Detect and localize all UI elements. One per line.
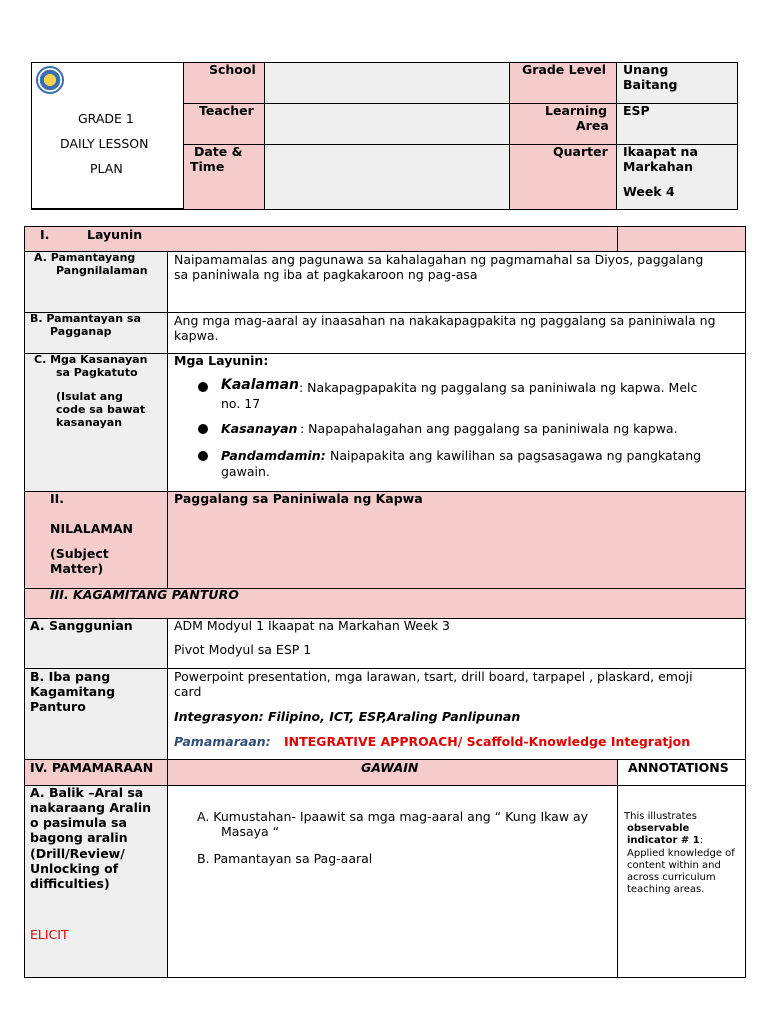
row-c-note-1: (Isulat ang bbox=[56, 390, 123, 403]
quarter-value-1: Ikaapat na bbox=[623, 144, 698, 159]
bullet-icon bbox=[198, 424, 208, 434]
section-2-label: NILALAMAN bbox=[50, 521, 133, 536]
method-value: INTEGRATIVE APPROACH/ Scaffold-Knowledge Integratjon bbox=[284, 734, 691, 749]
gawain-item-a-1: A. Kumustahan- Ipaawit sa mga mag-aaral ang “ Kung Ikaw ay bbox=[197, 809, 589, 824]
balik-aral-label-6: Unlocking of bbox=[30, 861, 119, 876]
annotation-line-7: teaching areas. bbox=[627, 884, 705, 895]
annotation-line-6: across curriculum bbox=[627, 872, 716, 883]
date-value-cell bbox=[265, 145, 510, 209]
section-2-number: II. bbox=[50, 491, 65, 506]
learning-label: Learning bbox=[545, 103, 608, 118]
annotation-line-1: This illustrates bbox=[624, 811, 697, 822]
time-label: Time bbox=[190, 159, 225, 174]
obj3-text-1: Naipapakita ang kawilihan sa pagsasagawa ng pangkatang bbox=[330, 448, 702, 463]
obj2-text: : Napapahalagahan ang paggalang sa paniniwala ng kapwa. bbox=[300, 421, 678, 436]
row-b-label-2: Pagganap bbox=[50, 325, 112, 338]
deped-seal-icon bbox=[36, 66, 64, 94]
row-a-label-2: Pangnilalaman bbox=[56, 264, 148, 277]
quarter-label: Quarter bbox=[553, 144, 608, 159]
gawain-header: GAWAIN bbox=[361, 760, 419, 775]
teacher-value-cell bbox=[265, 104, 510, 145]
layunin-annotation-cell bbox=[617, 226, 746, 252]
section-3-title: III. KAGAMITANG PANTURO bbox=[50, 587, 239, 602]
row-c-note-3: kasanayan bbox=[56, 416, 123, 429]
annotation-line-5: content within and bbox=[627, 860, 721, 871]
sanggunian-label: A. Sanggunian bbox=[30, 618, 133, 633]
row-b-label-1: B. Pamantayan sa bbox=[30, 312, 141, 325]
area-label: Area bbox=[576, 118, 609, 133]
row-a-label-1: A. Pamantayang bbox=[34, 251, 136, 264]
title-line-3: PLAN bbox=[90, 161, 123, 176]
row-c-note-2: code sa bawat bbox=[56, 403, 146, 416]
method-label: Pamamaraan: bbox=[174, 734, 271, 749]
row-b-text-1: Ang mga mag-aaral ay inaasahan na nakakapagpakita ng paggalang sa paniniwala ng bbox=[174, 313, 716, 328]
title-line-1: GRADE 1 bbox=[78, 111, 134, 126]
obj3-text-2: gawain. bbox=[221, 464, 270, 479]
obj1-text-1: : Nakapagpapakita ng paggalang sa paniniwala ng kapwa. Melc bbox=[299, 380, 698, 395]
row-a-text-1: Naipamamalas ang pagunawa sa kahalagahan ng pagmamahal sa Diyos, paggalang bbox=[174, 252, 704, 267]
layunin-heading: Mga Layunin: bbox=[174, 353, 269, 368]
obj3-term: Pandamdamin: bbox=[221, 448, 326, 463]
annotation-line-3: indicator # 1: bbox=[627, 835, 704, 846]
row-a-text-2: sa paniniwala ng iba at pagkakaroon ng pag-asa bbox=[174, 267, 478, 282]
grade-level-label: Grade Level bbox=[522, 62, 606, 77]
elicit-label: ELICIT bbox=[30, 927, 69, 942]
section-2-sub-1: (Subject bbox=[50, 546, 109, 561]
sanggunian-text-2: Pivot Modyul sa ESP 1 bbox=[174, 642, 312, 657]
annotations-header: ANNOTATIONS bbox=[628, 760, 729, 775]
school-value-cell bbox=[265, 63, 510, 104]
integration-text: Integrasyon: Filipino, ICT, ESP,Araling Panlipunan bbox=[174, 709, 521, 724]
annotation-line-2: observable bbox=[627, 823, 690, 834]
balik-aral-label-2: nakaraang Aralin bbox=[30, 800, 152, 815]
iba-pang-label-3: Panturo bbox=[30, 699, 86, 714]
bullet-icon bbox=[198, 382, 208, 392]
obj2-term: Kasanayan bbox=[221, 421, 298, 436]
section-1-title: Layunin bbox=[87, 227, 143, 242]
section-2-content: Paggalang sa Paniniwala ng Kapwa bbox=[174, 491, 423, 506]
grade-level-value-2: Baitang bbox=[623, 77, 678, 92]
sanggunian-text-1: ADM Modyul 1 Ikaapat na Markahan Week 3 bbox=[174, 618, 450, 633]
week-value: Week 4 bbox=[623, 184, 675, 199]
balik-aral-label-4: bagong aralin bbox=[30, 830, 128, 845]
gawain-item-a-2: Masaya “ bbox=[221, 824, 280, 839]
school-label: School bbox=[209, 62, 256, 77]
row-b-text-2: kapwa. bbox=[174, 328, 219, 343]
section-1-number: I. bbox=[40, 227, 50, 242]
obj1-term: Kaalaman bbox=[221, 377, 299, 393]
gawain-item-b: B. Pamantayan sa Pag-aaral bbox=[197, 851, 373, 866]
bullet-icon bbox=[198, 451, 208, 461]
row-c-label-1: C. Mga Kasanayan bbox=[34, 353, 148, 366]
balik-aral-label-7: difficulties) bbox=[30, 876, 110, 891]
annotation-line-4: Applied knowledge of bbox=[627, 848, 735, 859]
title-line-2: DAILY LESSON bbox=[60, 136, 149, 151]
obj1-text-2: no. 17 bbox=[221, 396, 261, 411]
balik-aral-label-3: o pasimula sa bbox=[30, 815, 127, 830]
iba-pang-text-2: card bbox=[174, 684, 202, 699]
grade-level-value-1: Unang bbox=[623, 62, 669, 77]
iba-pang-text-1: Powerpoint presentation, mga larawan, tsart, drill board, tarpapel , plaskard, emoji bbox=[174, 669, 693, 684]
balik-aral-label-1: A. Balik –Aral sa bbox=[30, 785, 144, 800]
balik-aral-label-5: (Drill/Review/ bbox=[30, 846, 125, 861]
section-4-title: IV. PAMAMARAAN bbox=[30, 760, 154, 775]
indicator-label: indicator # 1 bbox=[627, 835, 700, 846]
learning-area-value: ESP bbox=[623, 103, 650, 118]
iba-pang-label-1: B. Iba pang bbox=[30, 669, 111, 684]
iba-pang-label-2: Kagamitang bbox=[30, 684, 116, 699]
section-2-sub-2: Matter) bbox=[50, 561, 104, 576]
teacher-label: Teacher bbox=[199, 103, 254, 118]
row-c-label-2: sa Pagkatuto bbox=[56, 366, 138, 379]
date-label: Date & bbox=[194, 144, 243, 159]
quarter-value-2: Markahan bbox=[623, 159, 694, 174]
